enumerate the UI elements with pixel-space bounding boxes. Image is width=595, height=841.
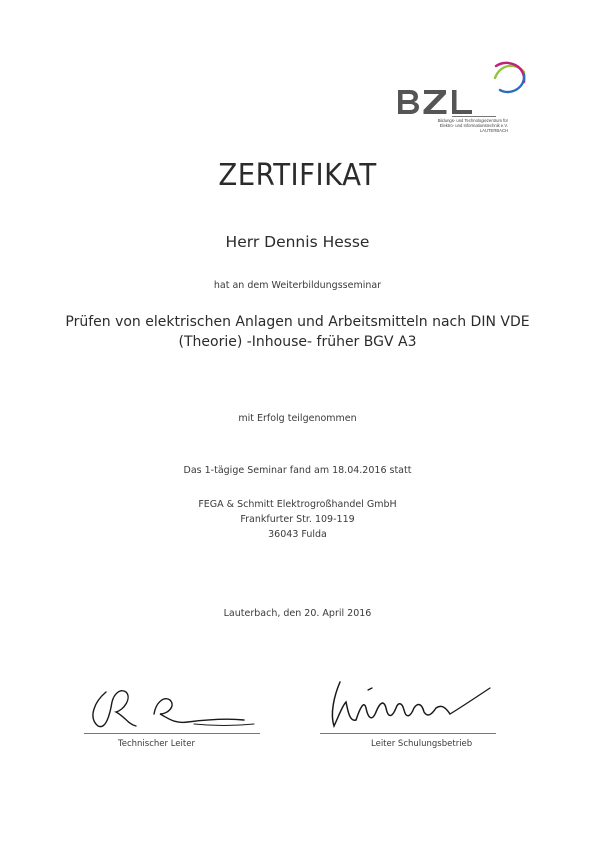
company-address xyxy=(0,497,595,542)
signature-2-label: Leiter Schulungsbetrieb xyxy=(371,739,473,749)
signature-2-image xyxy=(320,678,500,734)
signature-technical-director xyxy=(84,684,264,734)
company-city: 36043 Fulda xyxy=(268,529,327,540)
place-date: Lauterbach, den 20. April 2016 xyxy=(223,608,372,619)
logo-subtitle xyxy=(398,118,508,134)
signature-1-image xyxy=(84,684,264,734)
signature-1-line xyxy=(84,733,260,734)
signature-training-director xyxy=(320,678,500,734)
signature-1-label: Technischer Leiter xyxy=(118,739,195,749)
intro-text: hat an dem Weiterbildungsseminar xyxy=(213,280,382,291)
recipient-name: Herr Dennis Hesse xyxy=(225,233,370,251)
company-name: FEGA & Schmitt Elektrogroßhandel GmbH xyxy=(198,499,397,510)
signature-2-line xyxy=(320,733,496,734)
company-street: Frankfurter Str. 109-119 xyxy=(240,514,355,525)
bzl-logo-mark xyxy=(392,60,532,120)
logo-subtitle-line-1: Bildungs- und Technologiezentrum für xyxy=(437,118,508,123)
bzl-logo xyxy=(392,60,532,142)
course-title-line-2: (Theorie) -Inhouse- früher BGV A3 xyxy=(178,334,417,350)
logo-subtitle-line-2: Elektro- und Informationstechnik e.V. xyxy=(439,123,508,129)
result-text: mit Erfolg teilgenommen xyxy=(238,413,357,424)
course-title-line-1: Prüfen von elektrischen Anlagen und Arbeitsmitteln nach DIN VDE xyxy=(65,314,530,330)
course-title xyxy=(0,312,595,352)
logo-subtitle-line-3: LAUTERBACH xyxy=(479,128,508,134)
certificate-title: ZERTIFIKAT xyxy=(218,158,377,193)
seminar-info: Das 1-tägige Seminar fand am 18.04.2016 statt xyxy=(183,465,412,476)
